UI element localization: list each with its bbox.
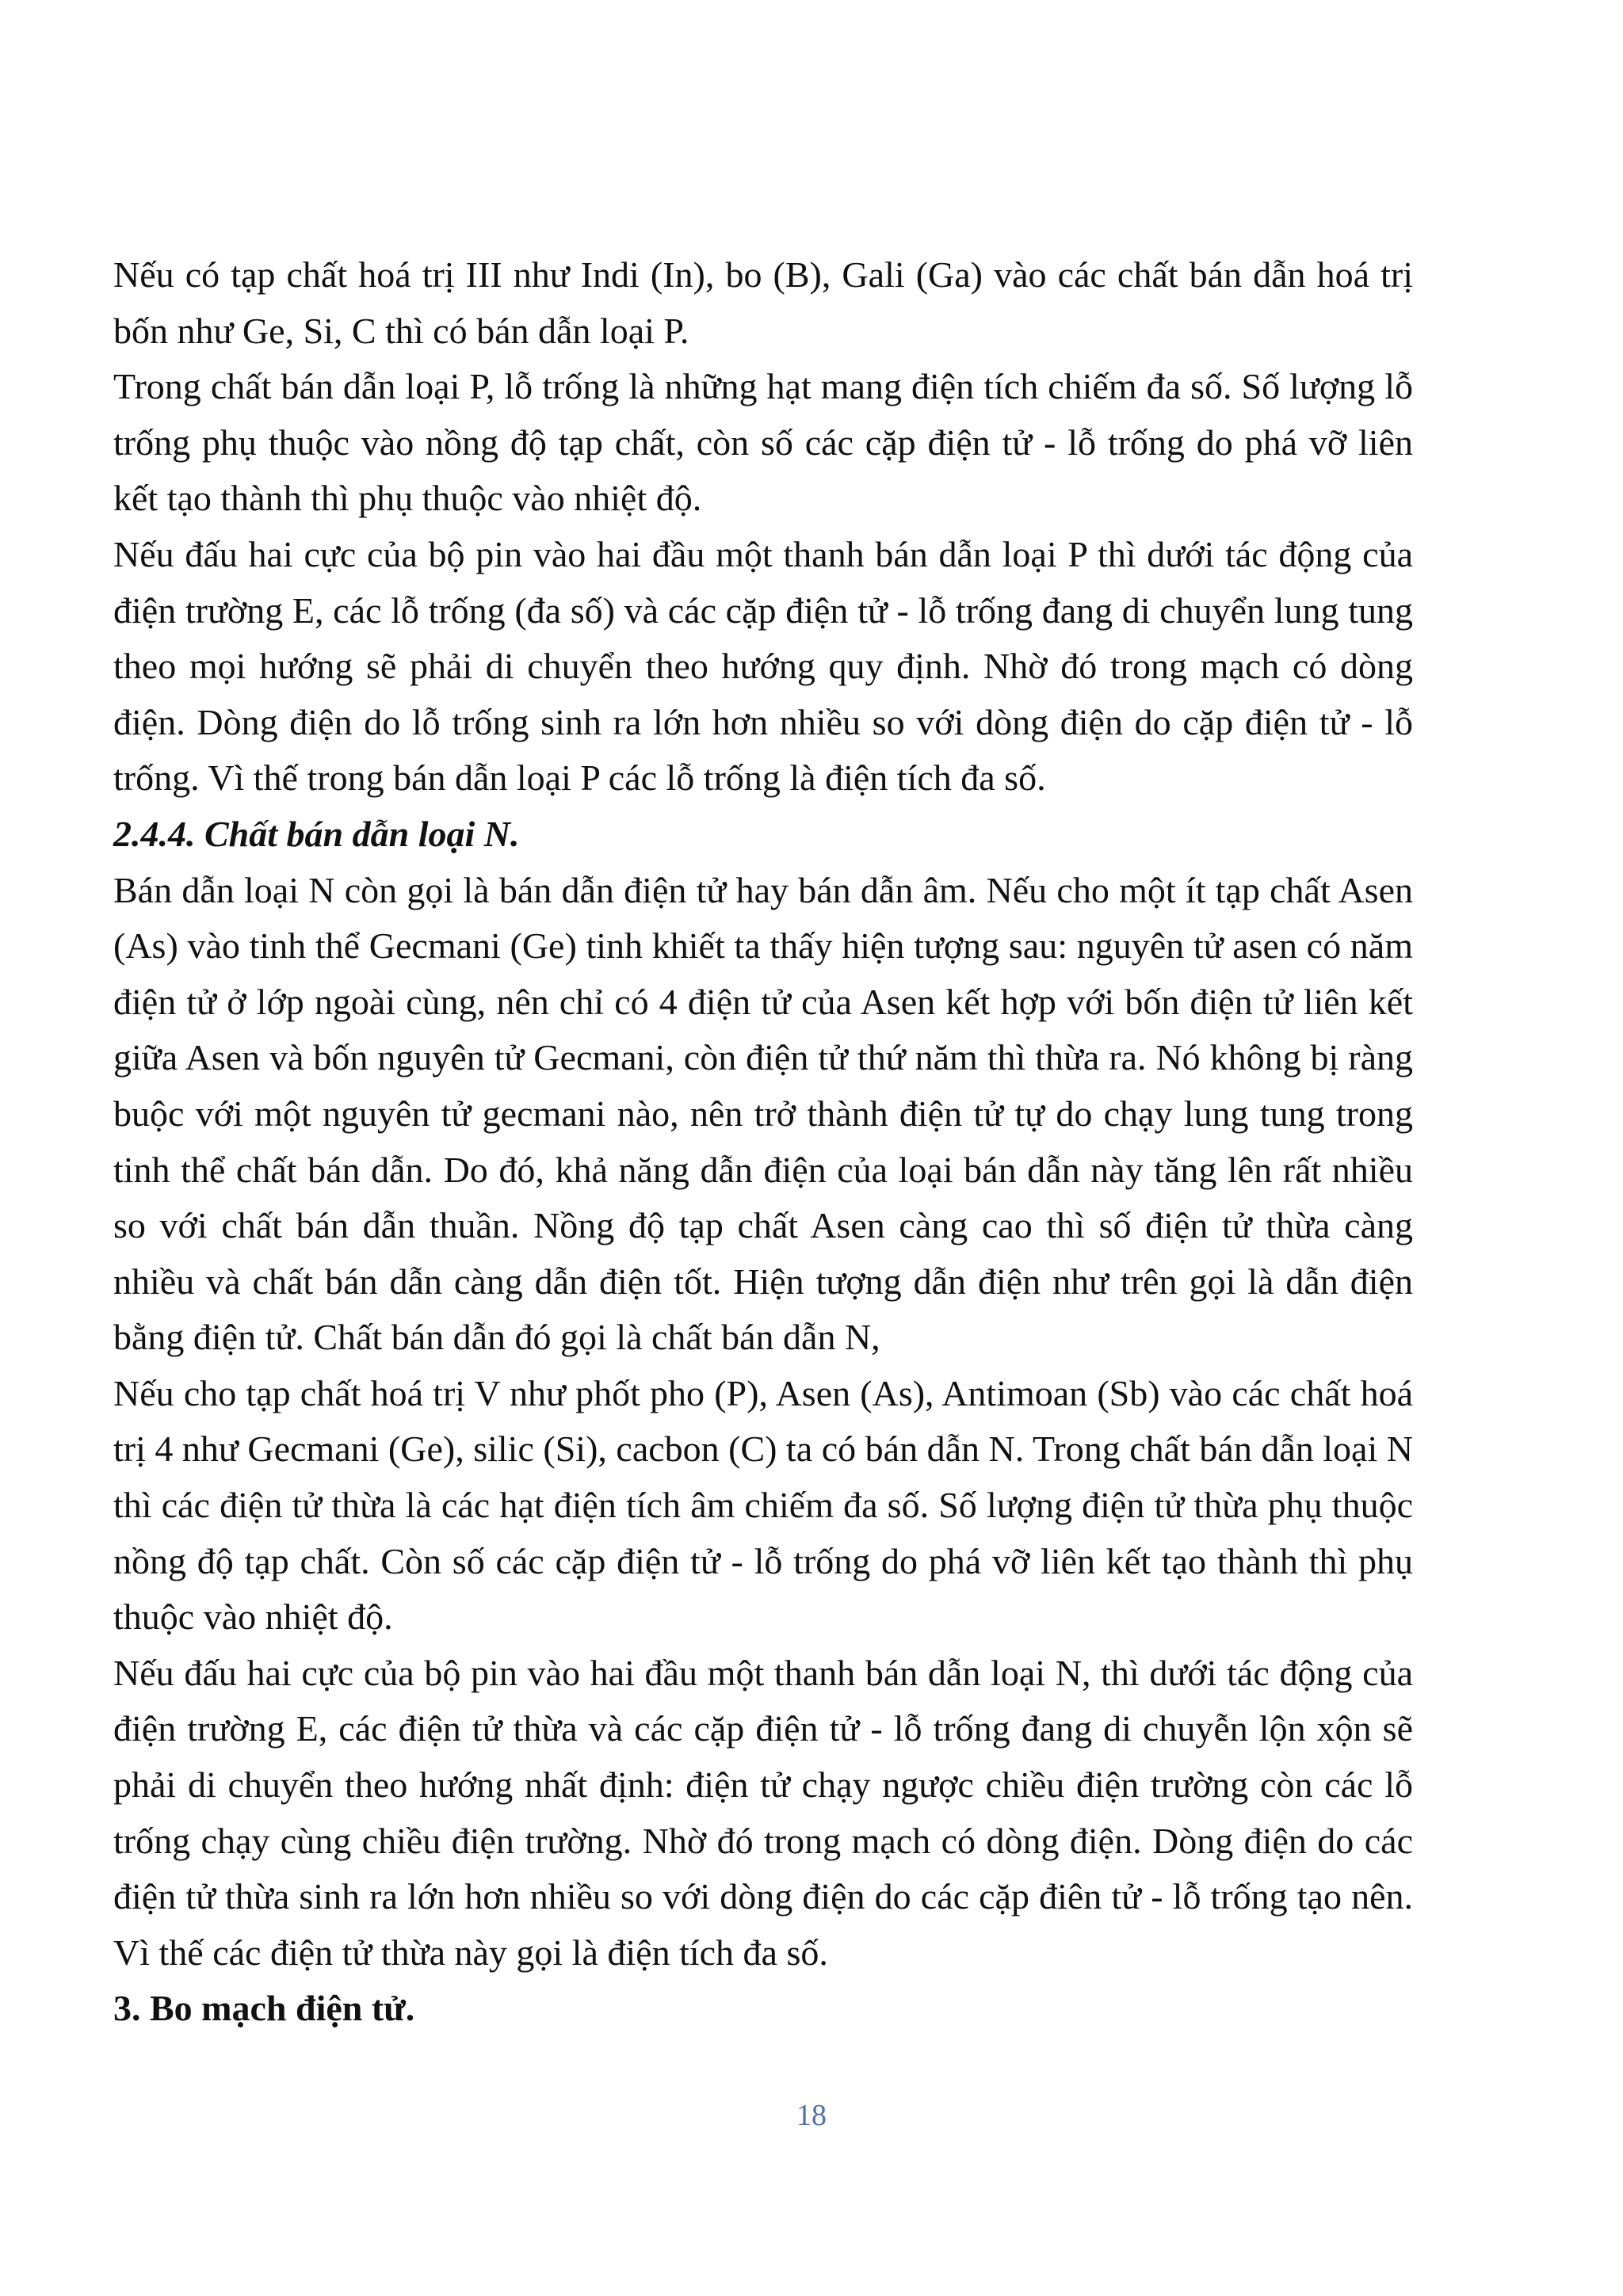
- paragraph-p-type-current: Nếu đấu hai cực của bộ pin vào hai đầu một thanh bán dẫn loại P thì dưới tác động của điện trường E, các lỗ trống (đa số) và các cặp điện tử - lỗ trống đang di chuyển lung tung theo mọi hướng sẽ phải di chuyển theo hướng quy định. Nhờ đó trong mạch có dòng điện. Dòng điện do lỗ trống sinh ra lớn hơn nhiều so với dòng điện do cặp điện tử - lỗ trống. Vì thế trong bán dẫn loại P các lỗ trống là điện tích đa số.: [113, 533, 1413, 799]
- page-number: 18: [796, 2099, 827, 2132]
- section-heading-n-type: 2.4.4. Chất bán dẫn loại N.: [113, 813, 520, 854]
- page-body: [113, 247, 1413, 2037]
- paragraph-p-type-impurity: Nếu có tạp chất hoá trị III như Indi (In), bo (B), Gali (Ga) vào các chất bán dẫn hoá trị bốn như Ge, Si, C thì có bán dẫn loại P.: [113, 254, 1413, 351]
- section-heading-circuit-board: 3. Bo mạch điện tử.: [113, 1988, 415, 2029]
- paragraph-n-type-intro: Bán dẫn loại N còn gọi là bán dẫn điện tử hay bán dẫn âm. Nếu cho một ít tạp chất Asen (As) vào tinh thể Gecmani (Ge) tinh khiết ta thấy hiện tượng sau: nguyên tử asen có năm điện tử ở lớp ngoài cùng, nên chỉ có 4 điện tử của Asen kết hợp với bốn điện tử liên kết giữa Asen và bốn nguyên tử Gecmani, còn điện tử thứ năm thì thừa ra. Nó không bị ràng buộc với một nguyên tử gecmani nào, nên trở thành điện tử tự do chạy lung tung trong tinh thể chất bán dẫn. Do đó, khả năng dẫn điện của loại bán dẫn này tăng lên rất nhiều so với chất bán dẫn thuần. Nồng độ tạp chất Asen càng cao thì số điện tử thừa càng nhiều và chất bán dẫn càng dẫn điện tốt. Hiện tượng dẫn điện như trên gọi là dẫn điện bằng điện tử. Chất bán dẫn đó gọi là chất bán dẫn N,: [113, 869, 1413, 1358]
- paragraph-p-type-holes: Trong chất bán dẫn loại P, lỗ trống là những hạt mang điện tích chiếm đa số. Số lượng lỗ trống phụ thuộc vào nồng độ tạp chất, còn số các cặp điện tử - lỗ trống do phá vỡ liên kết tạo thành thì phụ thuộc vào nhiệt độ.: [113, 366, 1413, 519]
- paragraph-n-type-current: Nếu đấu hai cực của bộ pin vào hai đầu một thanh bán dẫn loại N, thì dưới tác động của điện trường E, các điện tử thừa và các cặp điện tử - lỗ trống đang di chuyễn lộn xộn sẽ phải di chuyển theo hướng nhất định: điện tử chạy ngược chiều điện trường còn các lỗ trống chạy cùng chiều điện trường. Nhờ đó trong mạch có dòng điện. Dòng điện do các điện tử thừa sinh ra lớn hơn nhiều so với dòng điện do các cặp điên tử - lỗ trống tạo nên. Vì thế các điện tử thừa này gọi là điện tích đa số.: [113, 1652, 1413, 1973]
- paragraph-n-type-impurity: Nếu cho tạp chất hoá trị V như phốt pho (P), Asen (As), Antimoan (Sb) vào các chất hoá trị 4 như Gecmani (Ge), silic (Si), cacbon (C) ta có bán dẫn N. Trong chất bán dẫn loại N thì các điện tử thừa là các hạt điện tích âm chiếm đa số. Số lượng điện tử thừa phụ thuộc nồng độ tạp chất. Còn số các cặp điện tử - lỗ trống do phá vỡ liên kết tạo thành thì phụ thuộc vào nhiệt độ.: [113, 1372, 1413, 1638]
